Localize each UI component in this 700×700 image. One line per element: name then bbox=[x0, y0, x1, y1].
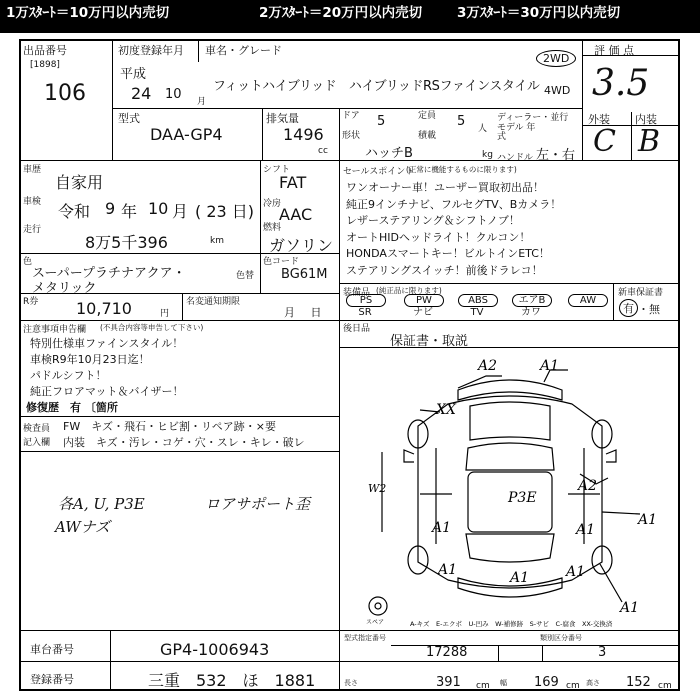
width-label: 幅 bbox=[500, 679, 507, 687]
width-value: 169 bbox=[534, 675, 559, 690]
doors-value: 5 bbox=[377, 114, 386, 129]
sales-points-sublabel: (正常に機能するものに限ります) bbox=[406, 165, 517, 174]
warranty-no: ・無 bbox=[638, 303, 660, 316]
first-reg-month-unit: 月 bbox=[197, 97, 207, 107]
car-name-grade: フィットハイブリッド ハイブリッドRSファインスタイル bbox=[213, 79, 540, 94]
equipment-item: エアB bbox=[512, 294, 552, 307]
color-value-2: メタリック bbox=[32, 281, 97, 296]
inspector-fw-label: 検査員 bbox=[23, 424, 51, 434]
shift-value: FAT bbox=[279, 173, 307, 192]
note-item: 純正フロアマット＆バイザー！ bbox=[30, 385, 184, 398]
capacity-unit: 人 bbox=[478, 124, 488, 134]
handle-label: ハンドル bbox=[497, 153, 534, 163]
model-label: 型式 bbox=[118, 112, 140, 125]
fuel-label: 燃料 bbox=[263, 223, 282, 233]
recycle-label: R券 bbox=[23, 297, 39, 307]
interior-score: B bbox=[638, 124, 661, 159]
dealer-label: ディーラー・並行 bbox=[497, 113, 569, 123]
load-label: 積載 bbox=[418, 131, 437, 141]
mark-right-rear-door: A1 bbox=[576, 522, 596, 538]
equipment-item: カワ bbox=[521, 307, 541, 318]
ac-value: AAC bbox=[279, 205, 313, 224]
plate-value: 三重 532 ほ 1881 bbox=[148, 671, 316, 690]
class-value: 3 bbox=[598, 645, 607, 660]
spare-label: スペア bbox=[366, 619, 385, 626]
height-label: 高さ bbox=[586, 679, 600, 687]
first-reg-label: 初度登録年月 bbox=[118, 44, 184, 57]
inspection-month: 10 bbox=[148, 199, 169, 218]
inspection-era: 令和 bbox=[58, 202, 91, 221]
equipment-item: SR bbox=[358, 307, 372, 318]
first-reg-era: 平成 bbox=[120, 67, 147, 82]
sales-points-label: セールスポイント bbox=[343, 167, 415, 177]
mark-left-rear-door: A1 bbox=[432, 520, 452, 536]
color-value-1: スーパープラチナアクア・ bbox=[32, 266, 186, 281]
inspection-year: 9 bbox=[105, 199, 116, 218]
overall-score: 3.5 bbox=[592, 63, 650, 104]
interior-label: 内装 bbox=[635, 113, 657, 126]
drive-4wd: 4WD bbox=[544, 84, 571, 97]
color-label: 色 bbox=[23, 257, 33, 267]
recall-unit: 月 日 bbox=[284, 306, 322, 319]
mark-hood-left: XX bbox=[436, 402, 456, 418]
fuel-value: ガソリン bbox=[269, 236, 334, 255]
handle-value: 左・右 bbox=[536, 148, 576, 163]
sales-point-item: 純正9インチナビ、フルセグTV、Bカメラ！ bbox=[346, 197, 562, 211]
mark-front-bumper: A2 bbox=[478, 358, 498, 374]
sales-point-item: ワンオーナー車！ユーザー買取初出品！ bbox=[346, 181, 544, 194]
lot-label: 出品番号 bbox=[23, 44, 67, 57]
height-unit: cm bbox=[658, 681, 672, 691]
after-value: 保証書・取説 bbox=[390, 334, 469, 349]
color-change-label: 色替 bbox=[236, 271, 255, 281]
mark-side-view: W2 bbox=[368, 482, 387, 495]
chassis-value: GP4-1006943 bbox=[160, 640, 270, 659]
equipment-item: PW bbox=[404, 294, 444, 307]
equipment-sublabel: (純正品に限ります) bbox=[376, 286, 442, 295]
type-label: 型式指定番号 bbox=[344, 634, 386, 642]
inspection-year-unit: 年 bbox=[121, 202, 138, 221]
handnote-1: 各A, U, P3E bbox=[58, 495, 145, 513]
repair-history: 修復歴 有 〔箇所 bbox=[26, 401, 118, 414]
mark-right-side: A1 bbox=[638, 512, 658, 528]
inspector-int-label: 記入欄 bbox=[23, 438, 51, 448]
sales-point-item: ステアリングスイッチ！前後ドラレコ！ bbox=[346, 263, 543, 277]
doors-label: ドア bbox=[342, 111, 360, 121]
equipment-item: ABS bbox=[458, 294, 498, 307]
handnote-3: ロアサポート歪 bbox=[205, 495, 311, 513]
height-value: 152 bbox=[626, 675, 651, 690]
inspector-fw-items: FW キズ・飛石・ヒビ割・リペア跡・×要 bbox=[63, 420, 276, 433]
handnote-2: AWナズ bbox=[55, 518, 111, 536]
note-item: 車検R9年10月23日迄！ bbox=[30, 353, 150, 366]
equipment-item: AW bbox=[568, 294, 608, 307]
warranty-yes: 有 bbox=[619, 299, 638, 317]
shape-value: ハッチB bbox=[365, 146, 413, 161]
mark-rear-right-wheel: A1 bbox=[620, 600, 640, 616]
recycle-unit: 円 bbox=[160, 309, 170, 319]
score-label: 評 価 点 bbox=[594, 44, 634, 57]
note-item: パドルシフト！ bbox=[30, 369, 107, 382]
mark-right-front-door: A2 bbox=[578, 478, 598, 494]
ac-label: 冷房 bbox=[263, 199, 282, 209]
damage-marks bbox=[368, 358, 657, 616]
recycle-value: 10,710 bbox=[76, 299, 132, 318]
model-value: DAA-GP4 bbox=[150, 125, 223, 144]
banner-rule-3: 3万ｽﾀｰﾄ＝30万円以内売切 bbox=[457, 5, 621, 21]
class-label: 類別区分番号 bbox=[540, 634, 582, 642]
equipment-item: TV bbox=[470, 307, 484, 318]
exterior-score: C bbox=[593, 124, 616, 159]
banner-rule-2: 2万ｽﾀｰﾄ＝20万円以内売切 bbox=[259, 5, 423, 21]
color-code-label: 色コード bbox=[263, 257, 300, 267]
model-year-label: モデル 年式 bbox=[497, 123, 536, 142]
first-reg-month: 10 bbox=[165, 87, 182, 102]
auction-banner bbox=[0, 0, 700, 33]
capacity-label: 定員 bbox=[418, 111, 437, 121]
mileage-value: 8万5千396 bbox=[85, 233, 168, 252]
displacement-label: 排気量 bbox=[266, 112, 299, 125]
length-value: 391 bbox=[436, 675, 461, 690]
inspection-month-unit: 月 bbox=[172, 202, 189, 221]
equipment-item: PS bbox=[346, 294, 386, 307]
notes-label: 注意事項申告欄 bbox=[23, 325, 87, 335]
length-unit: cm bbox=[476, 681, 490, 691]
damage-legend: A-キズ E-エクボ U-凹み W-補修跡 S-サビ C-腐食 XX-交換済 bbox=[410, 620, 613, 628]
inspector-int-items: 内装 キズ・汚レ・コゲ・穴・スレ・キレ・破レ bbox=[63, 436, 305, 449]
mileage-label: 走行 bbox=[23, 225, 42, 235]
notes-sublabel: (不具合内容等申告して下さい) bbox=[100, 323, 204, 332]
sales-point-item: オートHIDヘッドライト！クルコン！ bbox=[346, 230, 531, 244]
shape-label: 形状 bbox=[342, 131, 361, 141]
category-value: 自家用 bbox=[55, 173, 104, 192]
mark-right-quarter: A1 bbox=[566, 564, 586, 580]
inspection-day: ( 23 日) bbox=[195, 202, 255, 221]
capacity-value: 5 bbox=[457, 114, 466, 129]
lot-code: [1898] bbox=[30, 60, 60, 70]
drive-2wd: 2WD bbox=[536, 50, 576, 67]
chassis-label: 車台番号 bbox=[30, 643, 74, 656]
mark-left-quarter: A1 bbox=[438, 562, 458, 578]
name-label: 車名・グレード bbox=[205, 44, 282, 57]
banner-rule-1: 1万ｽﾀｰﾄ＝10万円以内売切 bbox=[6, 5, 170, 21]
type-value: 17288 bbox=[426, 645, 468, 660]
exterior-label: 外装 bbox=[588, 113, 610, 126]
displacement-value: 1496 bbox=[283, 125, 324, 144]
load-unit: kg bbox=[482, 150, 493, 160]
width-unit: cm bbox=[566, 681, 580, 691]
inspection-label: 車検 bbox=[23, 197, 42, 207]
sales-point-item: HONDAスマートキー！ビルトインETC！ bbox=[346, 247, 550, 260]
displacement-unit: cc bbox=[318, 146, 328, 156]
mark-roof: P3E bbox=[508, 490, 537, 506]
plate-label: 登録番号 bbox=[30, 673, 74, 686]
shift-label: シフト bbox=[263, 165, 291, 175]
first-reg-year: 24 bbox=[131, 84, 152, 103]
note-item: 特別仕様車ファインスタイル！ bbox=[30, 337, 184, 350]
length-label: 長さ bbox=[344, 679, 358, 687]
warranty-label: 新車保証書 bbox=[618, 288, 664, 298]
mark-rear: A1 bbox=[510, 570, 530, 586]
recall-label: 名変通知期限 bbox=[186, 297, 241, 307]
after-label: 後日品 bbox=[343, 324, 371, 334]
car-damage-diagram bbox=[340, 348, 680, 630]
lot-number: 106 bbox=[44, 81, 86, 106]
sales-point-item: レザーステアリング＆シフトノブ！ bbox=[346, 214, 520, 227]
mark-front-right: A1 bbox=[540, 358, 560, 374]
mileage-unit: km bbox=[210, 236, 224, 246]
equipment-item: ナビ bbox=[413, 307, 433, 318]
equipment-label: 装備品 bbox=[343, 288, 371, 298]
color-code-value: BG61M bbox=[281, 267, 328, 282]
category-label: 車歴 bbox=[23, 165, 42, 175]
